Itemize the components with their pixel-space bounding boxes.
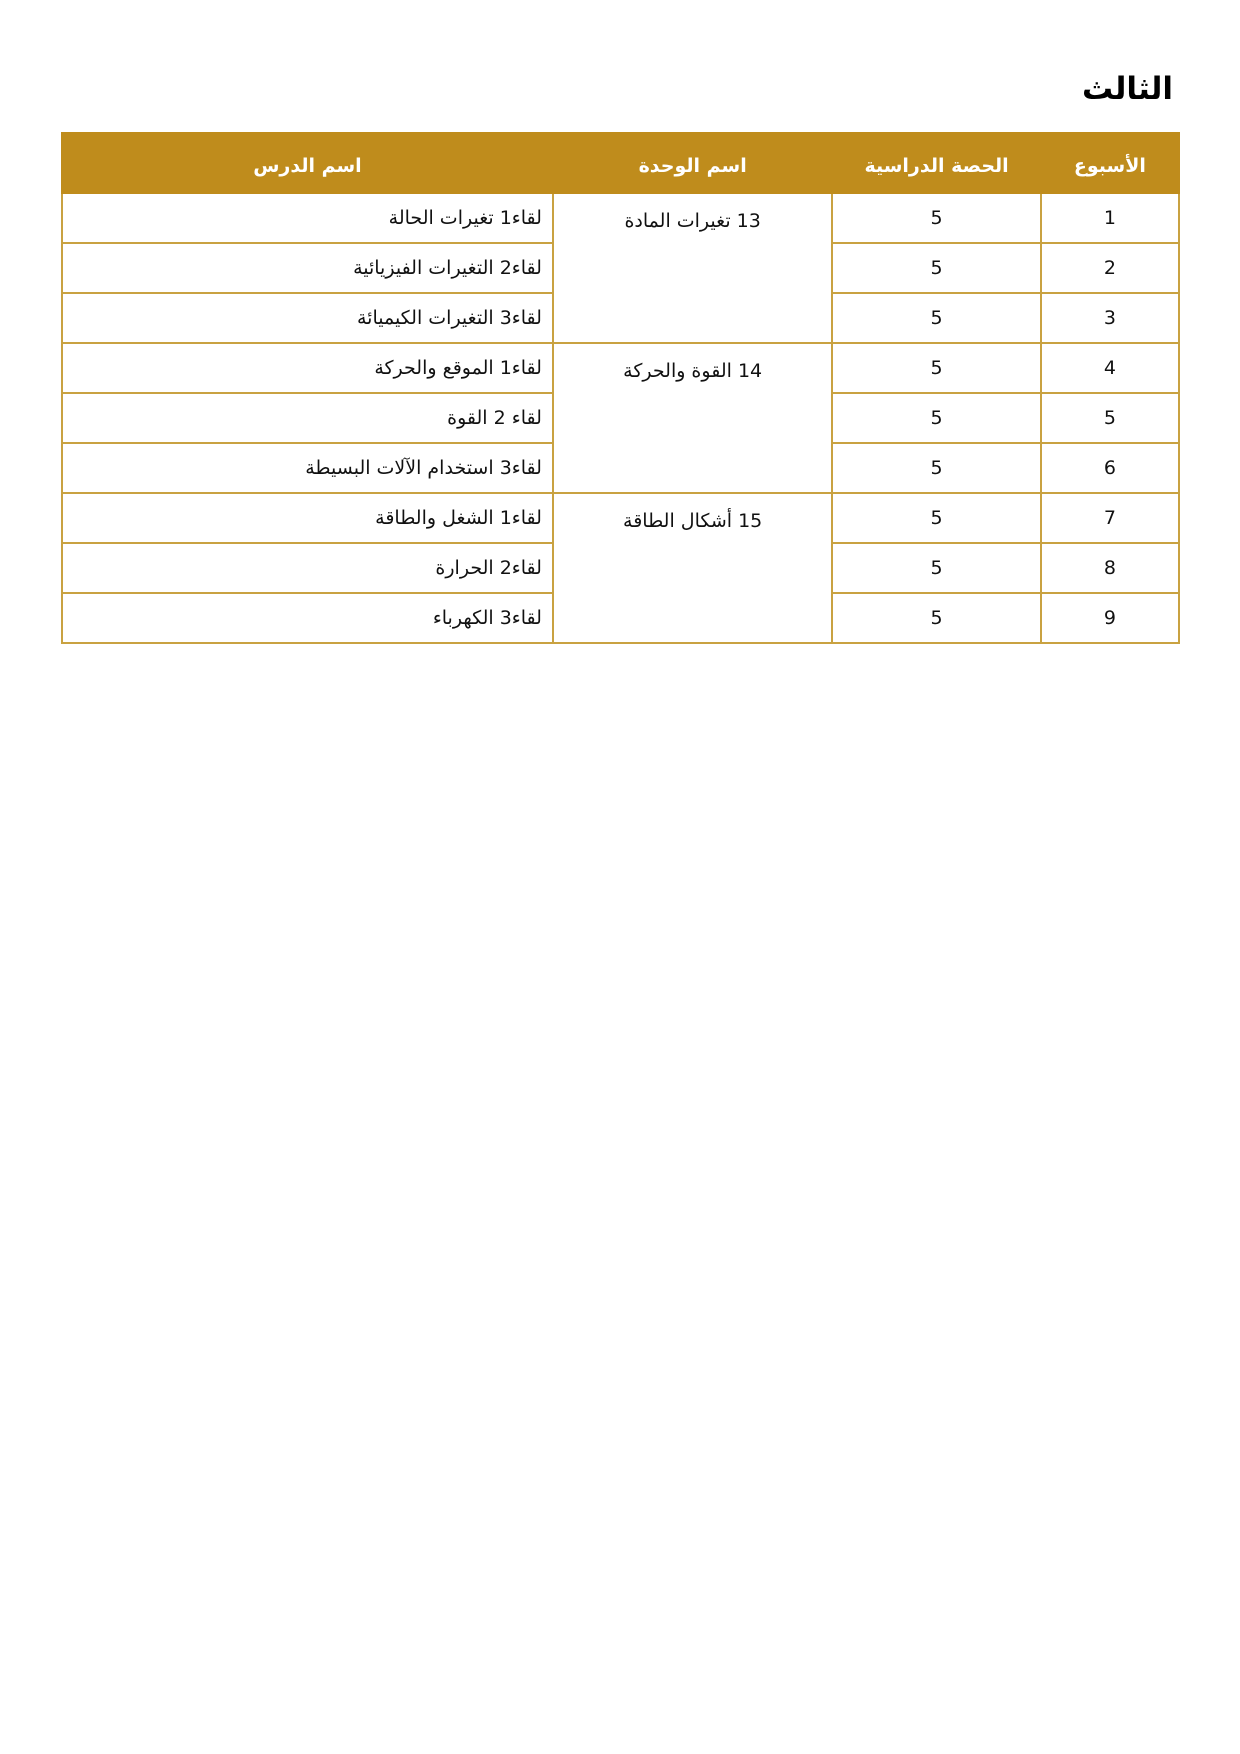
table-row xyxy=(62,193,1179,243)
period-cell: 5 xyxy=(832,343,1040,393)
period-cell: 5 xyxy=(832,543,1040,593)
week-cell: 3 xyxy=(1041,293,1179,343)
table-row xyxy=(62,343,1179,393)
lesson-cell: لقاء3 التغيرات الكيميائة xyxy=(62,293,553,343)
week-cell: 9 xyxy=(1041,593,1179,643)
unit-cell: 14 القوة والحركة xyxy=(553,343,833,493)
week-cell: 5 xyxy=(1041,393,1179,443)
period-cell: 5 xyxy=(832,493,1040,543)
period-cell: 5 xyxy=(832,243,1040,293)
header-week: الأسبوع xyxy=(1041,133,1179,193)
unit-cell: 15 أشكال الطاقة xyxy=(553,493,833,643)
period-cell: 5 xyxy=(832,593,1040,643)
table-row xyxy=(62,493,1179,543)
table-header-row xyxy=(62,133,1179,193)
week-cell: 2 xyxy=(1041,243,1179,293)
week-cell: 4 xyxy=(1041,343,1179,393)
week-cell: 1 xyxy=(1041,193,1179,243)
lesson-cell: لقاء3 استخدام الآلات البسيطة xyxy=(62,443,553,493)
period-cell: 5 xyxy=(832,193,1040,243)
lesson-cell: لقاء1 الموقع والحركة xyxy=(62,343,553,393)
unit-cell: 13 تغيرات المادة xyxy=(553,193,833,343)
lesson-cell: لقاء2 التغيرات الفيزيائية xyxy=(62,243,553,293)
header-period: الحصة الدراسية xyxy=(832,133,1040,193)
period-cell: 5 xyxy=(832,293,1040,343)
lesson-cell: لقاء1 تغيرات الحالة xyxy=(62,193,553,243)
header-lesson: اسم الدرس xyxy=(62,133,553,193)
lesson-cell: لقاء2 الحرارة xyxy=(62,543,553,593)
week-cell: 7 xyxy=(1041,493,1179,543)
week-cell: 6 xyxy=(1041,443,1179,493)
lesson-cell: لقاء1 الشغل والطاقة xyxy=(62,493,553,543)
header-unit: اسم الوحدة xyxy=(553,133,833,193)
lesson-cell: لقاء 2 القوة xyxy=(62,393,553,443)
period-cell: 5 xyxy=(832,393,1040,443)
lesson-cell: لقاء3 الكهرباء xyxy=(62,593,553,643)
week-cell: 8 xyxy=(1041,543,1179,593)
period-cell: 5 xyxy=(832,443,1040,493)
page-title: الثالث xyxy=(1081,71,1173,107)
schedule-table xyxy=(61,132,1180,644)
